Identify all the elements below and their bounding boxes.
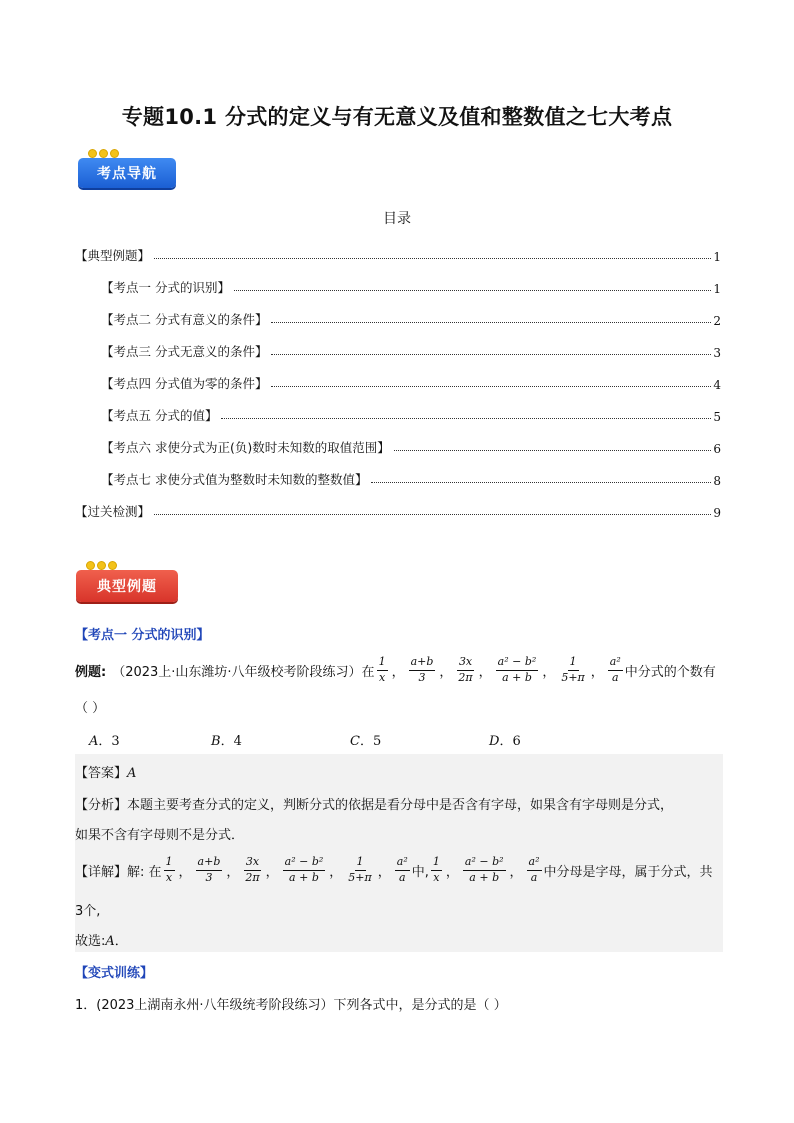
fraction-numerator: a² − b² [283,856,326,870]
example-source: （2023上·山东潍坊·八年级校考阶段练习）在 [112,664,375,680]
fraction-numerator: a+b [409,656,436,670]
toc-leader [221,418,711,419]
toc-title: 目录 [383,211,411,227]
fraction-numerator: 1 [164,856,175,870]
toc-line [101,308,721,328]
toc-label: 【考点一 分式的识别】 [101,280,230,295]
detail-selected-fractions [429,856,544,883]
comma-separator: ， [329,864,343,880]
answer-line [75,762,136,781]
comma-separator: ， [509,864,523,880]
toc-page-number: 2 [713,314,721,328]
detail-middle: 中, [411,864,429,880]
toc-label: 【考点六 求使分式为正(负)数时未知数的取值范围】 [101,440,390,455]
fraction-denominator: 5+π [561,670,585,684]
fraction-numerator: a² [608,656,623,670]
page-title: 专题10.1 分式的定义与有无意义及值和整数值之七大考点 [121,105,673,129]
option-dot: ． [499,734,513,749]
toc-line [101,404,721,424]
toc-leader [154,258,711,259]
fraction-denominator: x [378,670,386,684]
badge-dots-icon [86,561,117,570]
fraction-denominator: 2π [458,670,473,684]
toc-label: 【典型例题】 [75,248,151,263]
option-dot: ． [220,734,234,749]
detail-prefix: 解: 在 [127,864,162,880]
fraction-numerator: 1 [431,856,442,870]
fraction-numerator: a² − b² [496,656,539,670]
toc-page-number: 4 [713,378,721,392]
option-value: 3 [111,734,120,749]
toc-leader [154,514,711,515]
toc-label: 【考点四 分式值为零的条件】 [101,376,268,391]
toc-line [101,436,721,456]
toc-label: 【考点二 分式有意义的条件】 [101,312,268,327]
toc-page-number: 1 [713,282,721,296]
fraction-denominator: a [398,870,406,884]
toc-leader [234,290,711,291]
example-label: 例题: [75,664,107,680]
fraction [431,856,442,883]
fraction-denominator: 3 [418,670,426,684]
fraction-denominator: 5+π [348,870,372,884]
fraction-numerator: 3x [244,856,261,870]
fraction-numerator: 1 [568,656,579,670]
comma-separator: ， [265,864,279,880]
answer-value: A [127,766,137,781]
examples-badge [76,570,178,602]
toc-leader [394,450,712,451]
detail-end: ． [114,934,128,949]
fraction-denominator: a + b [502,670,532,684]
fraction-numerator: 1 [355,856,366,870]
option-letter: A [89,734,99,749]
topic-one-heading: 【考点一 分式的识别】 [75,628,210,643]
toc-line [101,340,721,360]
fraction [559,656,586,683]
detail-all-fractions [162,856,412,883]
fraction-denominator: 2π [245,870,260,884]
analysis-text-2: 如果不含有字母则不是分式． [75,828,245,843]
toc-page-number: 5 [713,410,721,424]
example-paren: （ ） [75,701,106,716]
fraction [395,856,410,883]
option-value: 4 [233,734,242,749]
option-b [211,730,242,749]
option-dot: ． [98,734,112,749]
detail-line-3 [75,930,128,949]
example-suffix: 中分式的个数有 [624,664,716,680]
comma-separator: ， [542,664,556,680]
fraction [283,856,326,883]
toc-page-number: 9 [713,506,721,520]
option-value: 5 [372,734,382,749]
toc-leader [271,322,711,323]
toc-label: 【考点五 分式的值】 [101,408,218,423]
option-dot: ． [359,734,373,749]
fraction-denominator: a + b [469,870,500,884]
toc-label: 【考点三 分式无意义的条件】 [101,344,268,359]
comma-separator: ， [178,864,192,880]
fraction [346,856,373,883]
detail-label: 【详解】 [75,864,128,880]
option-value: 6 [512,734,521,749]
analysis-text-1: 本题主要考查分式的定义，判断分式的依据是看分母中是否含有字母，如果含有字母则是分式， [127,798,674,813]
variant-question-1: 1．(2023上湖南永州·八年级统考阶段练习）下列各式中，是分式的是（ ） [75,998,507,1013]
fraction [527,856,542,883]
option-letter: C [350,734,360,749]
comma-separator: ， [391,664,405,680]
detail-choose: 故选: [75,934,106,949]
fraction-numerator: 3x [457,656,474,670]
comma-separator: ， [377,864,391,880]
fraction [456,656,474,683]
fraction [608,656,623,683]
toc-leader [271,354,711,355]
toc-page-number: 8 [713,474,721,488]
comma-separator: ， [445,864,459,880]
toc-page-number: 3 [713,346,721,360]
toc-line [101,276,721,296]
fraction [409,656,436,683]
fraction [496,656,539,683]
comma-separator: ， [439,664,453,680]
toc-label: 【考点七 求使分式值为整数时未知数的整数值】 [101,472,368,487]
fraction-denominator: x [433,870,440,884]
detail-line [75,852,713,888]
fraction-denominator: a + b [289,870,319,884]
option-a [89,730,120,749]
nav-badge [78,158,176,188]
fraction [243,856,261,883]
example-question [75,652,716,688]
toc-page-number: 6 [713,442,721,456]
fraction-numerator: a² [527,856,542,870]
toc-line [75,500,721,520]
toc-line [101,372,721,392]
detail-choice: A [105,934,115,949]
fraction [463,856,506,883]
fraction-numerator: 1 [377,656,388,670]
option-letter: B [211,734,221,749]
toc-page-number: 1 [713,250,721,264]
toc-line [75,244,721,264]
nav-badge-label: 考点导航 [78,158,176,188]
fraction-denominator: a [612,670,619,684]
fraction-denominator: 3 [205,870,213,884]
detail-suffix: 中分母是字母，属于分式，共 [543,864,713,880]
toc-label: 【过关检测】 [75,504,151,519]
fraction-numerator: a² [395,856,410,870]
fraction-numerator: a² − b² [463,856,506,870]
variant-heading: 【变式训练】 [75,966,154,981]
badge-dots-icon [88,149,119,158]
fraction-denominator: x [165,870,173,884]
fraction [164,856,175,883]
analysis-label: 【分析】 [75,798,128,813]
example-fractions [375,656,625,683]
fraction [196,856,223,883]
comma-separator: ， [226,864,240,880]
answer-label: 【答案】 [75,766,128,781]
examples-badge-label: 典型例题 [76,570,178,602]
option-d [489,730,521,749]
comma-separator: ， [478,664,492,680]
option-c [350,730,381,749]
detail-line-2: 3个, [75,904,101,919]
analysis-line-1 [75,794,673,813]
toc-leader [371,482,711,483]
toc-line [101,468,721,488]
fraction-denominator: a [530,870,538,884]
option-letter: D [489,734,500,749]
fraction [377,656,388,683]
toc-leader [271,386,711,387]
comma-separator: ， [590,664,604,680]
fraction-numerator: a+b [196,856,223,870]
